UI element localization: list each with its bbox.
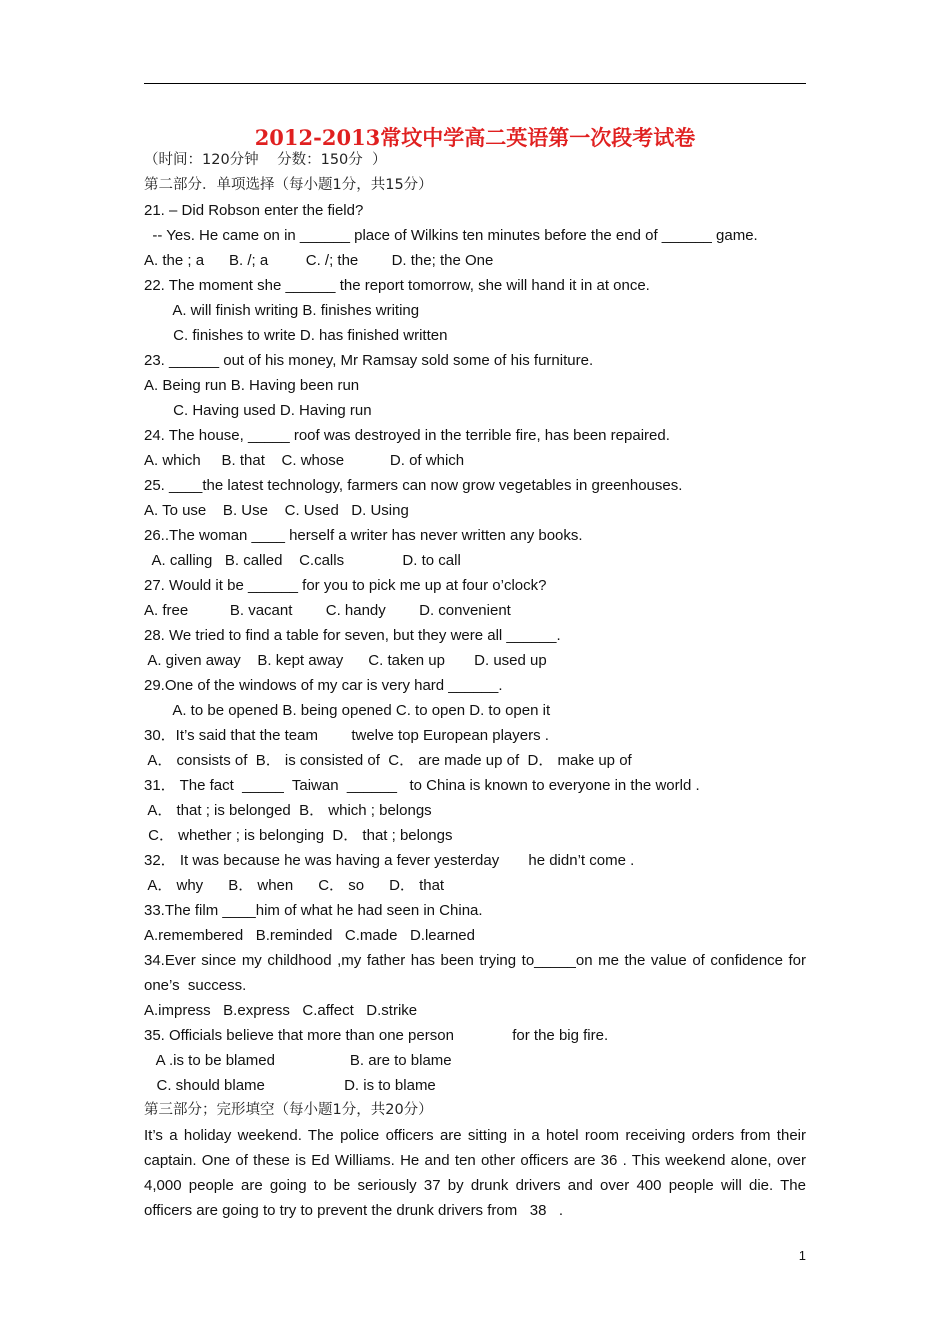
text-line: 30．It’s said that the team twelve top European players . [144, 727, 549, 744]
text-line: 21. – Did Robson enter the field? [144, 202, 364, 219]
text-line: 24. The house, _____ roof was destroyed in the terrible fire, has been repaired. [144, 427, 670, 444]
text-line: 25. ____the latest technology, farmers can now grow vegetables in greenhouses. [144, 477, 683, 494]
text-line: A.remembered B.reminded C.made D.learned [144, 927, 475, 944]
text-line: A. given away B. kept away C. taken up D. used up [144, 652, 547, 669]
text-line: A. to be opened B. being opened C. to open D. to open it [144, 702, 551, 719]
text-line: one’s success. [144, 977, 247, 994]
header-rule [144, 83, 806, 84]
text-line: -- Yes. He came on in ______ place of Wilkins ten minutes before the end of ______ game. [144, 227, 758, 244]
text-line: captain. One of these is Ed Williams. He and ten other officers are 36 . This weekend alone, over [144, 1152, 806, 1169]
text-line: 35. Officials believe that more than one person for the big fire. [144, 1027, 609, 1044]
text-line: A． that ; is belonged B． which ; belongs [144, 802, 432, 819]
text-line: 31． The fact _____ Taiwan ______ to China is known to everyone in the world . [144, 777, 700, 794]
page-number: 1 [798, 1248, 806, 1263]
text-line: A. the ; a B. /; a C. /; the D. the; the One [144, 252, 494, 269]
text-line: A. calling B. called C.calls D. to call [144, 552, 461, 569]
text-line: C． whether ; is belonging D． that ; belongs [144, 827, 453, 844]
text-line: （时间：120分钟 分数：150分 ） [144, 152, 387, 168]
text-line: A. free B. vacant C. handy D. convenient [144, 602, 511, 619]
text-line: 33.The film ____him of what he had seen in China. [144, 902, 483, 919]
text-line: C. finishes to write D. has finished written [144, 327, 448, 344]
document-title: 2012-2013常坟中学高二英语第一次段考试卷 [254, 125, 696, 150]
text-line: 27. Would it be ______ for you to pick me up at four o’clock? [144, 577, 547, 594]
text-line: 28. We tried to find a table for seven, but they were all ______. [144, 627, 561, 644]
text-line: C. should blame D. is to blame [144, 1077, 436, 1094]
text-line: A. Being run B. Having been run [144, 377, 360, 394]
text-line: officers are going to try to prevent the drunk drivers from 38 . [144, 1202, 564, 1219]
text-line: A. which B. that C. whose D. of which [144, 452, 465, 469]
text-line: 26..The woman ____ herself a writer has never written any books. [144, 527, 583, 544]
text-line: A. will finish writing B. finishes writing [144, 302, 420, 319]
text-line: 32． It was because he was having a fever yesterday he didn’t come . [144, 852, 635, 869]
text-line: A .is to be blamed B. are to blame [144, 1052, 452, 1069]
text-line: A． why B． when C． so D． that [144, 877, 445, 894]
text-line: 第二部分．单项选择（每小题1分，共15分） [144, 177, 433, 193]
text-line: C. Having used D. Having run [144, 402, 372, 419]
text-line: 第三部分；完形填空（每小题1分，共20分） [144, 1102, 433, 1118]
text-line: A. To use B. Use C. Used D. Using [144, 502, 409, 519]
text-line: 34.Ever since my childhood ,my father has been trying to_____on me the value of confidence for [144, 952, 806, 969]
document-body [144, 148, 806, 1223]
text-line: A． consists of B． is consisted of C． are made up of D． make up of [144, 752, 632, 769]
text-line: It’s a holiday weekend. The police officers are sitting in a hotel room receiving orders from their [144, 1127, 806, 1144]
text-line: 29.One of the windows of my car is very hard ______. [144, 677, 503, 694]
text-line: 4,000 people are going to be seriously 37 by drunk drivers and over 400 people will die. The [144, 1177, 806, 1194]
text-line: 22. The moment she ______ the report tomorrow, she will hand it in at once. [144, 277, 650, 294]
text-line: 23. ______ out of his money, Mr Ramsay sold some of his furniture. [144, 352, 594, 369]
text-line: A.impress B.express C.affect D.strike [144, 1002, 418, 1019]
